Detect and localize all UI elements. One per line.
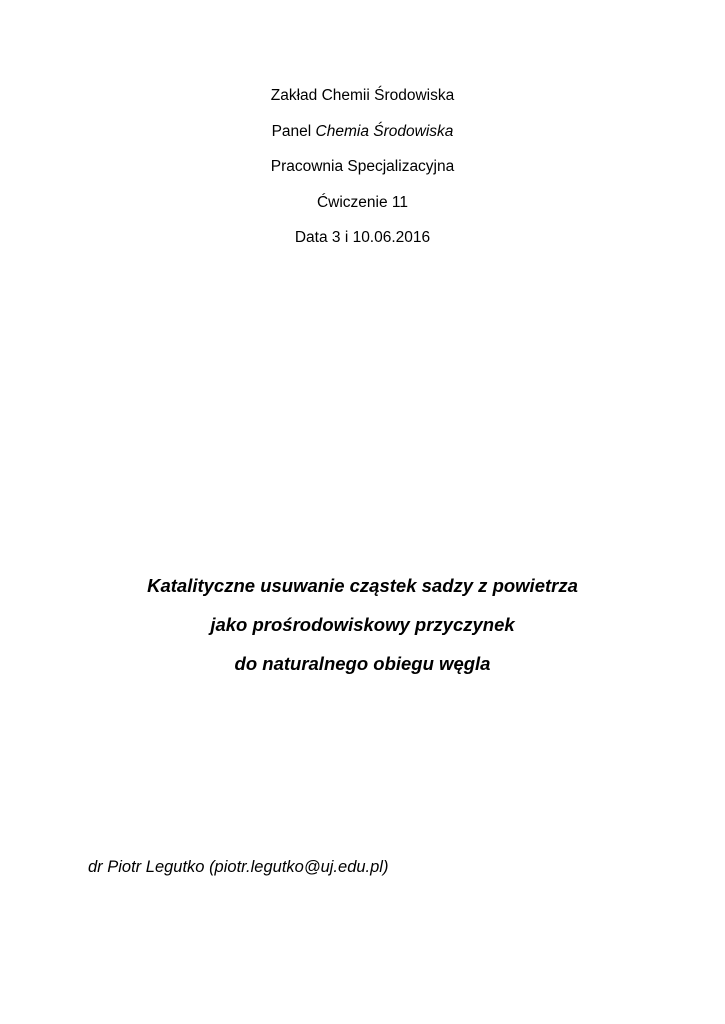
document-header xyxy=(0,86,725,264)
document-title xyxy=(0,574,725,691)
department-name: Zakład Chemii Środowiska xyxy=(270,87,455,104)
panel-prefix: Panel xyxy=(271,122,316,140)
panel-line xyxy=(0,122,725,142)
title-line-1: Katalityczne usuwanie cząstek sadzy z powietrza xyxy=(147,575,578,596)
author-line: dr Piotr Legutko (piotr.legutko@uj.edu.pl) xyxy=(88,858,389,876)
title-line-3: do naturalnego obiegu węgla xyxy=(234,653,491,674)
lab-name: Pracownia Specjalizacyjna xyxy=(270,158,455,175)
exercise-date: Data 3 i 10.06.2016 xyxy=(294,229,431,246)
title-line-2: jako prośrodowiskowy przyczynek xyxy=(210,614,515,635)
panel-name: Chemia Środowiska xyxy=(315,122,454,140)
exercise-number: Ćwiczenie 11 xyxy=(316,193,409,211)
